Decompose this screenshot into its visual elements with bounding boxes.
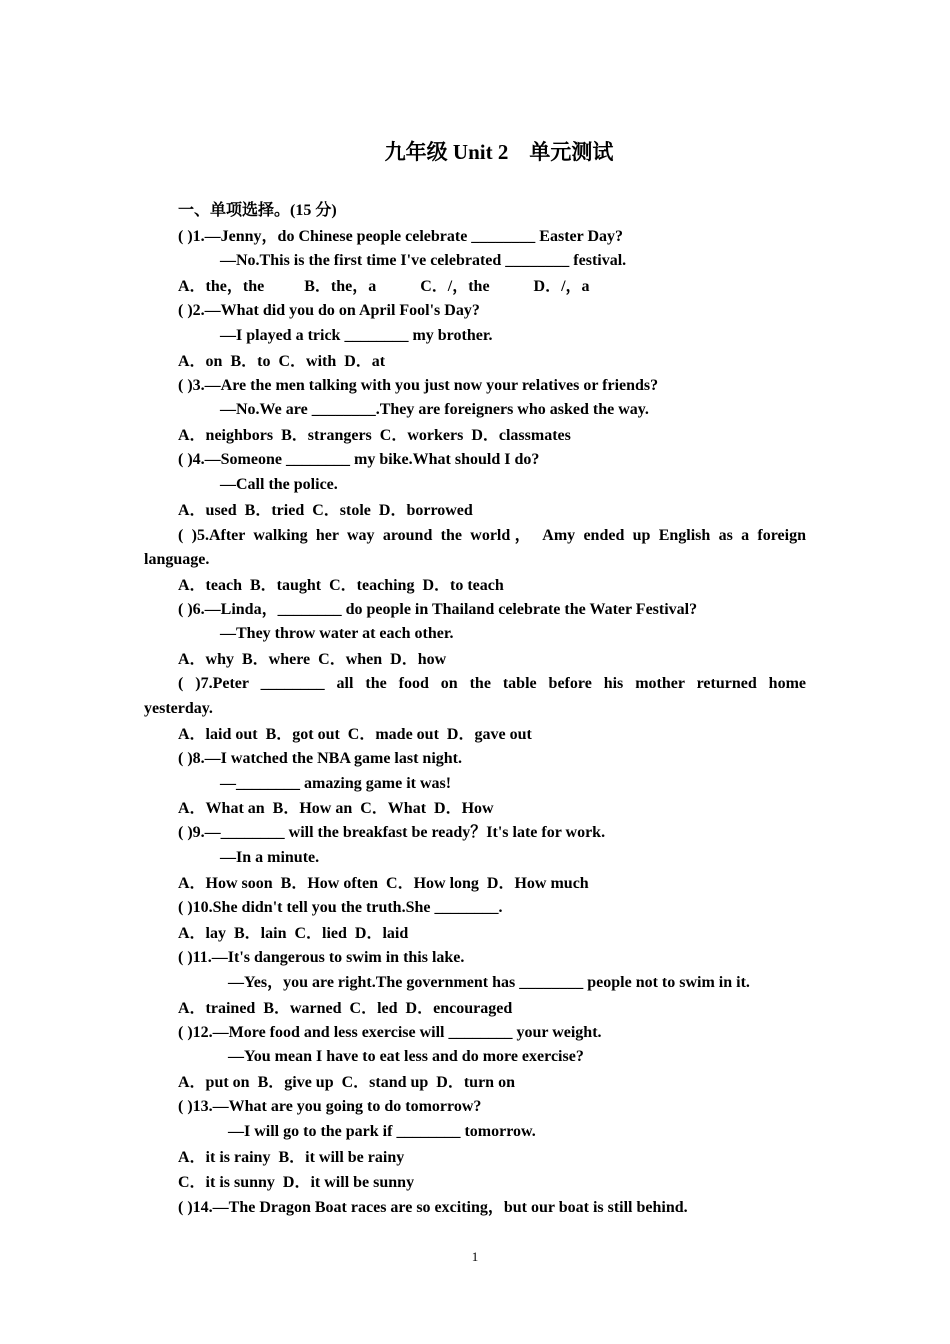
question-2-reply: —I played a trick ________ my brother. (220, 327, 493, 344)
question-14-stem: ( )14.—The Dragon Boat races are so exciting，but our boat is still behind. (178, 1199, 688, 1216)
question-12-reply: —You mean I have to eat less and do more exercise? (228, 1048, 584, 1065)
question-1-stem: ( )1.—Jenny，do Chinese people celebrate ________ Easter Day? (178, 228, 624, 245)
question-3-reply: —No.We are ________.They are foreigners who asked the way. (220, 401, 649, 418)
question-9-reply: —In a minute. (220, 849, 320, 866)
question-5-options: A．teach B．taught C．teaching D．to teach (178, 577, 504, 594)
question-11-options: A．trained B．warned C．led D．encouraged (178, 1000, 513, 1017)
question-12-stem: ( )12.—More food and less exercise will ________ your weight. (178, 1024, 602, 1041)
question-4-stem: ( )4.—Someone ________ my bike.What should I do? (178, 451, 540, 468)
question-6-options: A．why B．where C．when D．how (178, 651, 447, 668)
question-6-reply: —They throw water at each other. (220, 625, 454, 642)
page-title: 九年级 Unit 2 单元测试 (384, 140, 614, 164)
question-4-options: A．used B．tried C．stole D．borrowed (178, 502, 473, 519)
question-11-stem: ( )11.—It's dangerous to swim in this lake. (178, 949, 465, 966)
question-8-stem: ( )8.—I watched the NBA game last night. (178, 750, 462, 767)
question-2-stem: ( )2.—What did you do on April Fool's Day? (178, 302, 480, 319)
question-2-options: A．on B．to C．with D．at (178, 353, 386, 370)
question-3-stem: ( )3.—Are the men talking with you just now your relatives or friends? (178, 377, 659, 394)
question-10-options: A．lay B．lain C．lied D．laid (178, 925, 409, 942)
question-8-options: A．What an B．How an C．What D．How (178, 800, 494, 817)
question-7-stem-line2: yesterday. (144, 700, 213, 717)
question-8-reply: —________ amazing game it was! (220, 775, 452, 792)
question-12-options: A．put on B．give up C．stand up D．turn on (178, 1074, 515, 1091)
question-9-stem: ( )9.—________ will the breakfast be ready？It's late for work. (178, 824, 606, 841)
question-5-stem-line2: language. (144, 551, 210, 568)
question-7-stem-line1: ( )7.Peter ________ all the food on the table before his mother returned home (178, 675, 806, 692)
question-13-options-line1: A．it is rainy B．it will be rainy (178, 1149, 405, 1166)
question-10-stem: ( )10.She didn't tell you the truth.She ________. (178, 899, 503, 916)
question-11-reply: —Yes，you are right.The government has ________ people not to swim in it. (228, 974, 750, 991)
question-13-reply: —I will go to the park if ________ tomorrow. (228, 1123, 536, 1140)
question-5-stem-line1: ( )5.After walking her way around the world， Amy ended up English as a foreign (178, 527, 806, 544)
question-9-options: A．How soon B．How often C．How long D．How much (178, 875, 589, 892)
question-1-reply: —No.This is the first time I've celebrated ________ festival. (220, 252, 627, 269)
question-6-stem: ( )6.—Linda，________ do people in Thailand celebrate the Water Festival? (178, 601, 698, 618)
question-4-reply: —Call the police. (220, 476, 338, 493)
question-13-options-line2: C．it is sunny D．it will be sunny (178, 1174, 415, 1191)
page-number: 1 (471, 1249, 479, 1264)
question-1-options: A．the，the B．the，a C．/，the D．/，a (178, 278, 590, 295)
question-7-options: A．laid out B．got out C．made out D．gave out (178, 726, 532, 743)
section-heading: 一、单项选择。(15 分) (178, 202, 337, 219)
question-13-stem: ( )13.—What are you going to do tomorrow? (178, 1098, 482, 1115)
question-3-options: A．neighbors B．strangers C．workers D．classmates (178, 427, 571, 444)
